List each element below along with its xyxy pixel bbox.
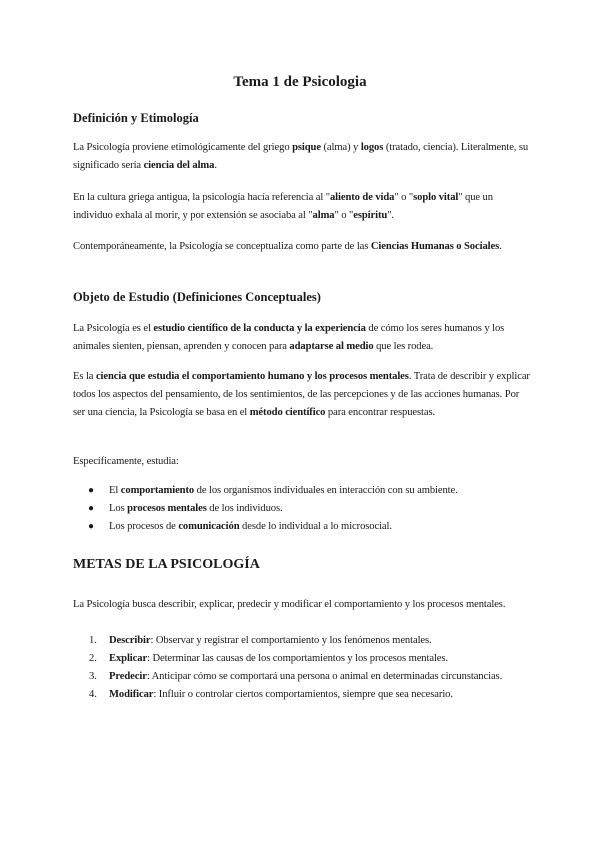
bullet-list-estudia (73, 482, 533, 536)
heading-metas: METAS DE LA PSICOLOGÍA (73, 557, 260, 572)
list-item: ● El comportamiento de los organismos individuales en interacción con su ambiente. (73, 482, 533, 500)
paragraph-metas-intro: La Psicología busca describir, explicar, predecir y modificar el comportamiento y los procesos mentales. (73, 599, 506, 610)
list-item: 4. Modificar: Influir o controlar ciertos comportamientos, siempre que sea necesario. (89, 689, 453, 700)
list-item: 2. Explicar: Determinar las causas de los comportamientos y los procesos mentales. (89, 653, 448, 664)
paragraph-ciencia-comportamiento: Es la ciencia que estudia el comportamiento humano y los procesos mentales. Trata de describir y explicar todos los aspectos del pensamiento, de los sentimientos, de las percepciones y de las acciones humanas. Por ser una ciencia, la Psicología se basa en el método científico para encontrar respuestas. (73, 371, 530, 418)
heading-objeto-estudio: Objeto de Estudio (Definiciones Conceptuales) (73, 290, 321, 304)
list-item: 3. Predecir: Anticipar cómo se comportará una persona o animal en determinadas circunstancias. (89, 671, 503, 682)
bullet-icon: ● (88, 521, 94, 532)
paragraph-especificamente: Específicamente, estudia: (73, 456, 179, 467)
paragraph-etimologia: La Psicología proviene etimológicamente del griego psique (alma) y logos (tratado, ciencia). Literalmente, su significado sería ciencia del alma. (73, 142, 529, 171)
paragraph-estudio-cientifico: La Psicología es el estudio científico de la conducta y la experiencia de cómo los seres humanos y los animales sienten, piensan, aprenden y conocen para adaptarse al medio que les rodea. (73, 323, 505, 352)
list-item: 1. Describir: Observar y registrar el comportamiento y los fenómenos mentales. (89, 635, 432, 646)
bullet-icon: ● (88, 503, 94, 514)
list-item: ● Los procesos mentales de los individuos. (73, 500, 533, 518)
paragraph-cultura-griega: En la cultura griega antigua, la psicología hacía referencia al "aliento de vida" o "soplo vital" que un individuo exhala al morir, y por extensión se asociaba al "alma" o "espíritu". (73, 192, 493, 221)
document-title: Tema 1 de Psicologia (233, 74, 367, 90)
numbered-list-metas (73, 632, 533, 704)
bullet-icon: ● (88, 485, 94, 496)
heading-definicion: Definición y Etimología (73, 111, 199, 125)
paragraph-contemporaneamente: Contemporáneamente, la Psicología se conceptualiza como parte de las Ciencias Humanas o Sociales. (73, 241, 502, 252)
list-item: ● Los procesos de comunicación desde lo individual a lo microsocial. (73, 518, 533, 536)
